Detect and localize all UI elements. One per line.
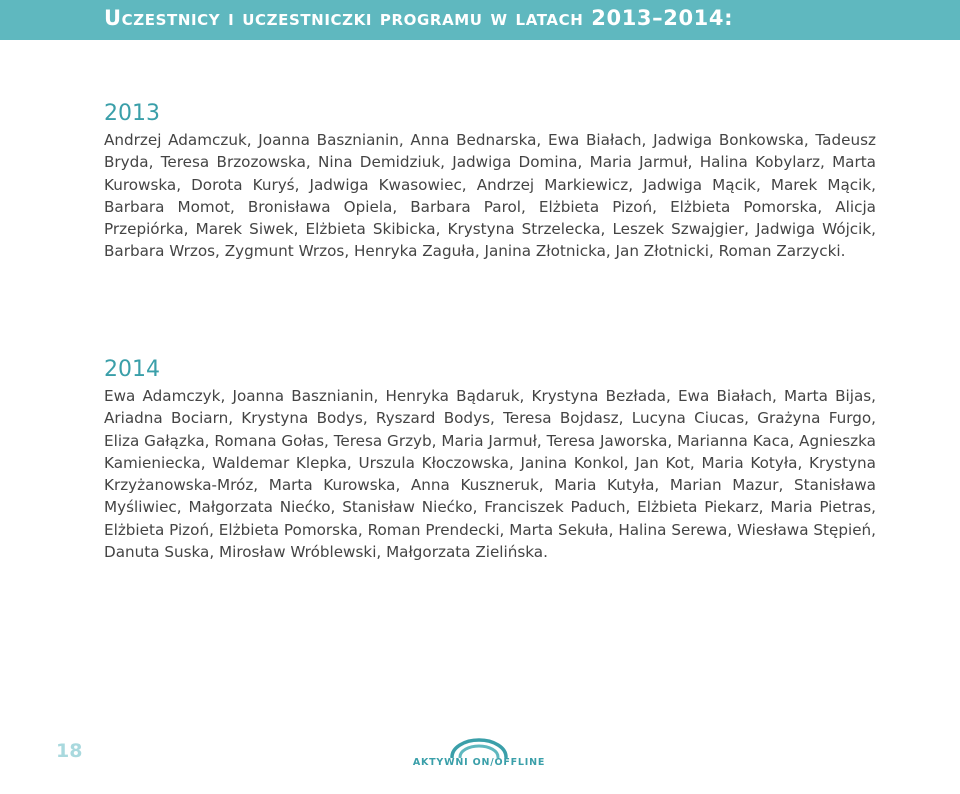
- year-heading: 2013: [104, 101, 160, 126]
- year-heading: 2014: [104, 357, 160, 382]
- logo-text: AKTYWNI ON/OFFLINE: [412, 757, 546, 768]
- header-banner: [0, 0, 960, 40]
- logo: [412, 738, 546, 774]
- section-2014: [104, 357, 876, 563]
- participants-list: Andrzej Adamczuk, Joanna Basznianin, Anna Bednarska, Ewa Białach, Jadwiga Bonkowska, Tadeusz Bryda, Teresa Brzozowska, Nina Demidziuk, Jadwiga Domina, Maria Jarmuł, Halina Kobylarz, Marta Kurowska, Dorota Kuryś, Jadwiga Kwasowiec, Andrzej Markiewicz, Jadwiga Mącik, Marek Mącik, Barbara Momot, Bronisława Opiela, Barbara Parol, Elżbieta Pizoń, Elżbieta Pomorska, Alicja Przepiórka, Marek Siwek, Elżbieta Skibicka, Krystyna Strzelecka, Leszek Szwajgier, Jadwiga Wójcik, Barbara Wrzos, Zygmunt Wrzos, Henryka Zaguła, Janina Złotnicka, Jan Złotnicki, Roman Zarzycki.: [104, 131, 876, 261]
- section-2013: [104, 101, 876, 263]
- participants-list: Ewa Adamczyk, Joanna Basznianin, Henryka Bądaruk, Krystyna Bezłada, Ewa Białach, Marta Bijas, Ariadna Bociarn, Krystyna Bodys, Ryszard Bodys, Teresa Bojdasz, Lucyna Ciucas, Grażyna Furgo, Eliza Gałązka, Romana Gołas, Teresa Grzyb, Maria Jarmuł, Teresa Jaworska, Marianna Kaca, Agnieszka Kamieniecka, Waldemar Klepka, Urszula Kłoczowska, Janina Konkol, Jan Kot, Maria Kotyła, Krystyna Krzyżanowska-Mróz, Marta Kurowska, Anna Kuszneruk, Maria Kutyła, Marian Mazur, Stanisława Myśliwiec, Małgorzata Niećko, Stanisław Niećko, Franciszek Paduch, Elżbieta Piekarz, Maria Pietras, Elżbieta Pizoń, Elżbieta Pomorska, Roman Prendecki, Marta Sekuła, Halina Serewa, Wiesława Stępień, Danuta Suska, Mirosław Wróblewski, Małgorzata Zielińska.: [104, 387, 876, 562]
- page-title: Uczestnicy i uczestniczki programu w latach 2013–2014:: [104, 6, 734, 30]
- page-number: 18: [56, 740, 83, 762]
- logo-arc-icon: [412, 738, 546, 758]
